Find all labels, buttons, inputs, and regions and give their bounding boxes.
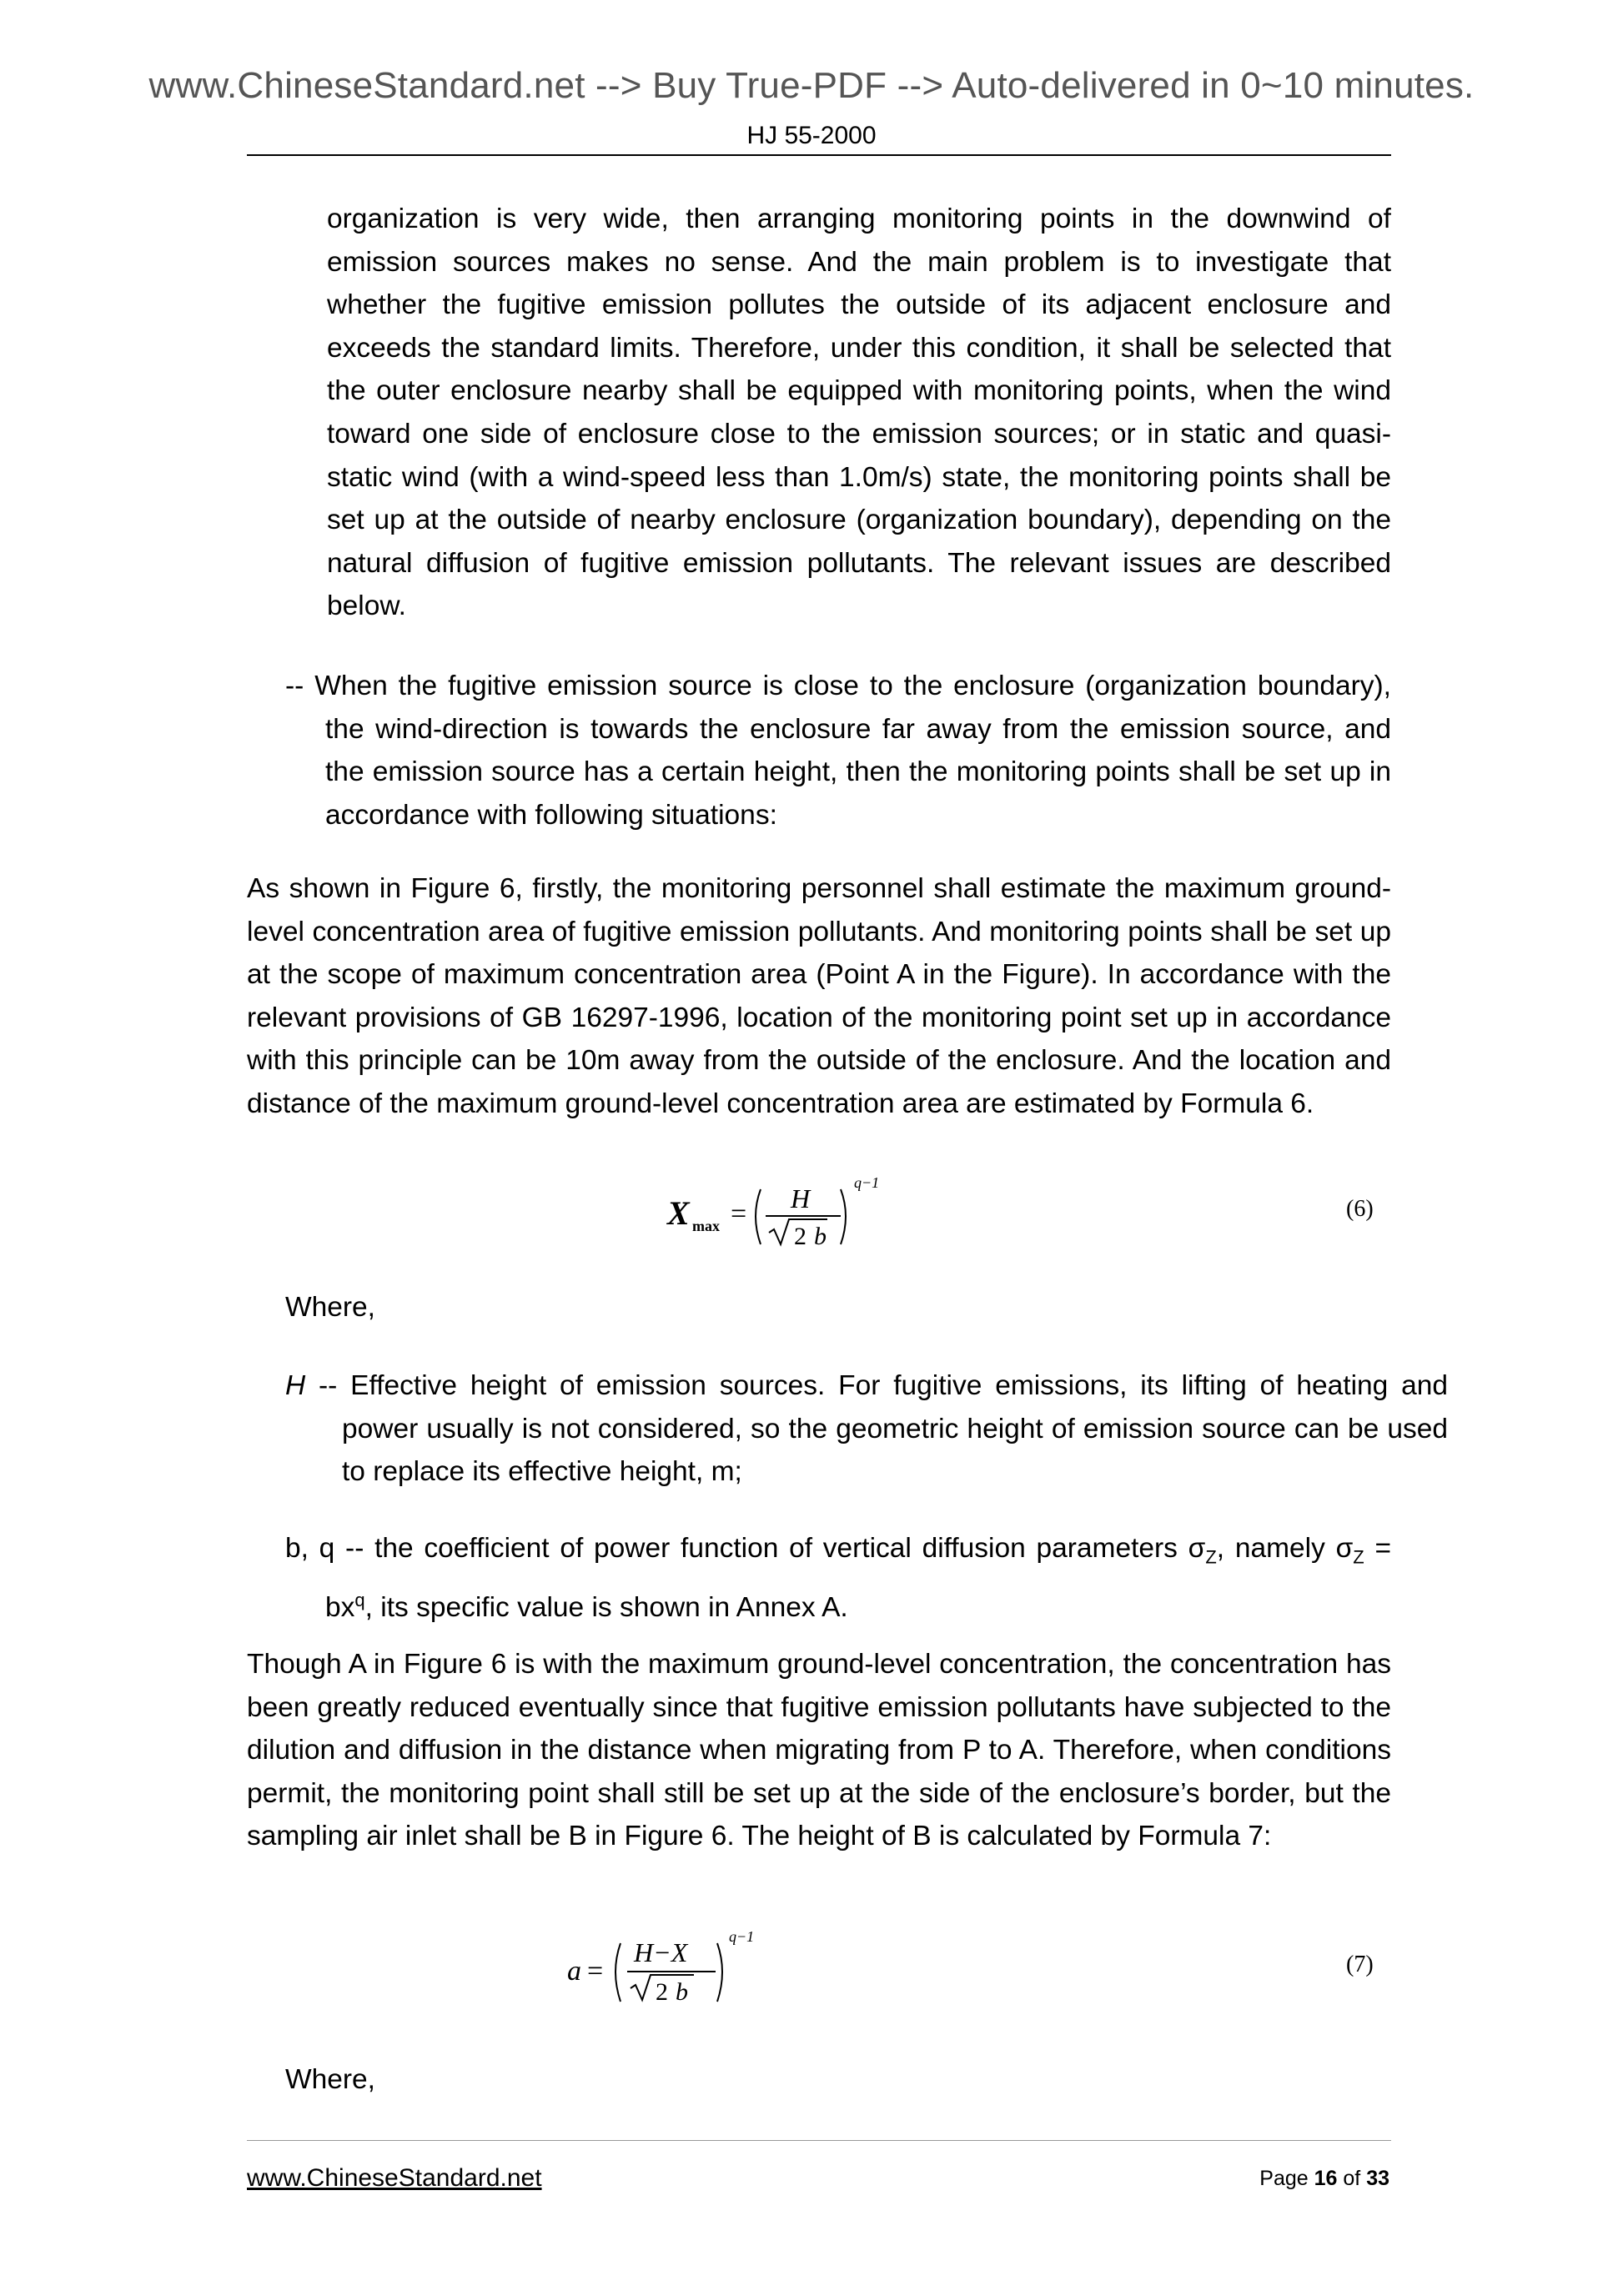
definition-h: [285, 1364, 1448, 1494]
formula-6-left-paren: [756, 1189, 761, 1244]
paragraph-1: organization is very wide, then arranging monitoring points in the downwind of emission sources makes no sense. And the main problem is to investigate that whether the fugitive emission pollutes the outside of its adjacent enclosure and exceeds the standard limits. Therefore, under this condition, it shall be selected that the outer enclosure nearby shall be equipped with monitoring points, when the wind toward one side of enclosure close to the emission sources; or in static and quasi-static wind (with a wind-speed less than 1.0m/s) state, the monitoring points shall be set up at the outside of nearby enclosure (organization boundary), depending on the natural diffusion of fugitive emission pollutants. The relevant issues are described below.: [327, 203, 1391, 622]
formula-7-exponent: q−1: [729, 1928, 755, 1945]
formula-6-number: (6): [1346, 1196, 1374, 1222]
formula-7-left-paren: [616, 1943, 621, 2002]
document-number: HJ 55-2000: [746, 122, 877, 149]
definition-b-q: [285, 1527, 1391, 1630]
formula-6-root: 2: [794, 1223, 806, 1250]
formula-6-lhs-sub: max: [692, 1218, 720, 1234]
formula-6: [664, 1169, 897, 1261]
definition-bq-part2: , namely σ: [1216, 1533, 1354, 1564]
where-label-1: Where,: [285, 1292, 375, 1323]
formula-6-right-paren: [841, 1189, 846, 1244]
header-divider: [247, 154, 1391, 156]
paragraph-2-bullet: -- When the fugitive emission source is close to the enclosure (organization boundary), the wind-direction is towards the enclosure far away from the emission source, and the emission source has a certain height, then the monitoring points shall be set up in accordance with following situations:: [285, 671, 1391, 831]
formula-6-exponent: q−1: [854, 1174, 880, 1191]
definition-bq-part1: b, q -- the coefficient of power function of vertical diffusion parameters σ: [285, 1533, 1206, 1564]
formula-6-equals: =: [731, 1198, 747, 1229]
where-label-2: Where,: [285, 2064, 375, 2095]
footer-divider: [247, 2140, 1391, 2141]
definition-bq-part3: = bx: [325, 1533, 1392, 1624]
definition-bq-sub1: Z: [1205, 1546, 1217, 1568]
page-total: 33: [1366, 2167, 1389, 2190]
definition-bq-part4: , its specific value is shown in Annex A.: [364, 1592, 848, 1624]
formula-7-right-paren: [717, 1943, 722, 2002]
formula-7: [550, 1918, 792, 2018]
paragraph-3: As shown in Figure 6, firstly, the monitoring personnel shall estimate the maximum ground-level concentration area of fugitive emission pollutants. And monitoring points shall be set up at the scope of maximum concentration area (Point A in the Figure). In accordance with the relevant provisions of GB 16297-1996, location of the monitoring point set up in accordance with this principle can be 10m away from the outside of the enclosure. And the location and distance of the maximum ground-level concentration area are estimated by Formula 6.: [247, 873, 1391, 1119]
definition-bq-sub2: Z: [1353, 1546, 1364, 1568]
page-prefix: Page: [1259, 2167, 1314, 2190]
formula-7-equals: =: [587, 1956, 604, 1987]
footer-site-link[interactable]: www.ChineseStandard.net: [247, 2164, 542, 2192]
header-banner[interactable]: www.ChineseStandard.net --> Buy True-PDF --> Auto-delivered in 0~10 minutes.: [148, 65, 1475, 106]
definition-h-symbol: H: [285, 1370, 306, 1401]
formula-6-numerator: H: [791, 1183, 811, 1213]
formula-7-root: 2: [656, 1978, 668, 2006]
formula-7-denominator-var: b: [676, 1978, 688, 2006]
page-current: 16: [1314, 2167, 1338, 2190]
formula-7-lhs: a: [567, 1956, 581, 1987]
formula-7-number: (7): [1346, 1952, 1374, 1977]
paragraph-4: Though A in Figure 6 is with the maximum ground-level concentration, the concentration has been greatly reduced eventually since that fugitive emission pollutants have subjected to the dilution and diffusion in the distance when migrating from P to A. Therefore, when conditions permit, the monitoring point shall still be set up at the side of the enclosure’s border, but the sampling air inlet shall be B in Figure 6. The height of B is calculated by Formula 7:: [247, 1649, 1391, 1852]
page-of: of: [1337, 2167, 1367, 2190]
definition-bq-sup: q: [354, 1590, 365, 1611]
formula-6-denominator-var: b: [814, 1223, 827, 1250]
page-indicator: [1259, 2167, 1389, 2191]
definition-h-text: -- Effective height of emission sources. For fugitive emissions, its lifting of heating and power usually is not considered, so the geometric height of emission source can be used to replace its effective height, m;: [305, 1370, 1448, 1488]
formula-6-lhs: X: [667, 1194, 690, 1232]
formula-7-numerator: H−X: [634, 1937, 688, 1967]
